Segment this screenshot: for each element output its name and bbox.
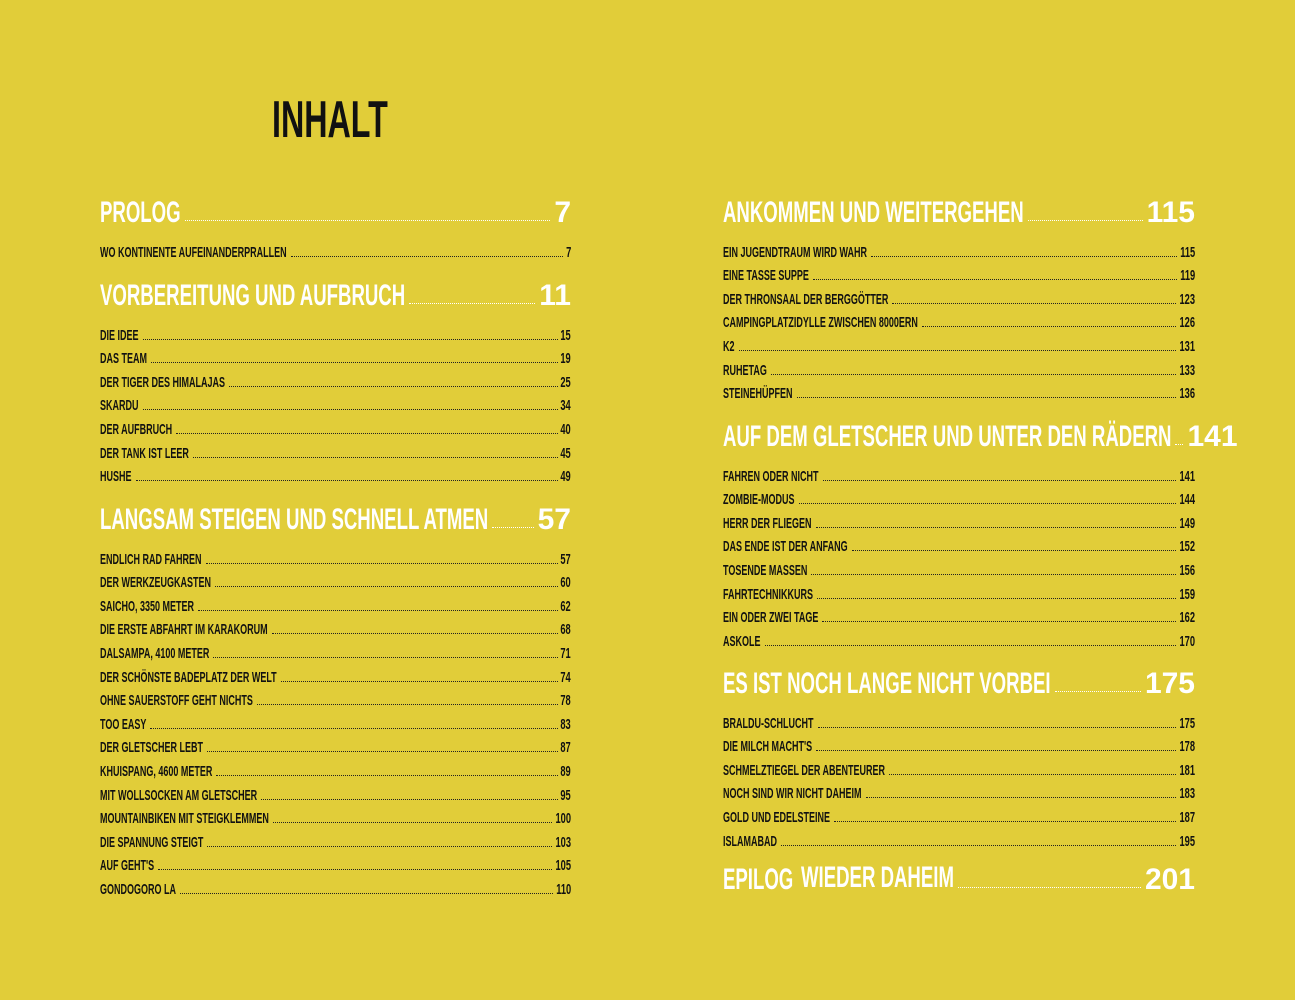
dot-leader <box>193 457 558 458</box>
entry-title: DIE SPANNUNG STEIGT <box>100 833 204 851</box>
dot-leader <box>229 386 558 387</box>
entry-page-number: 83 <box>560 715 571 733</box>
entry-page-number: 95 <box>560 786 571 804</box>
entry-title: DIE ERSTE ABFAHRT IM KARAKORUM <box>100 621 268 639</box>
dot-leader <box>176 433 557 434</box>
entry-title: FAHREN ODER NICHT <box>723 467 819 485</box>
toc-entry[interactable] <box>100 852 571 876</box>
entry-page-number: 162 <box>1179 609 1195 627</box>
toc-entry[interactable] <box>100 545 571 569</box>
entry-title: TOO EASY <box>100 715 147 733</box>
dot-leader <box>871 256 1177 257</box>
dot-leader <box>257 704 558 705</box>
dot-leader <box>813 279 1177 280</box>
dot-leader <box>216 775 557 776</box>
dot-leader <box>797 397 1177 398</box>
entry-list <box>100 545 571 899</box>
toc-section <box>723 196 1195 403</box>
toc-entry[interactable] <box>100 463 571 487</box>
section-heading[interactable] <box>100 503 571 537</box>
entry-page-number: 159 <box>1179 585 1195 603</box>
entry-page-number: 87 <box>560 739 571 757</box>
entry-title: DIE MILCH MACHT'S <box>723 738 813 756</box>
dot-leader <box>922 326 1177 327</box>
toc-entry[interactable] <box>723 580 1195 604</box>
page-title: INHALT <box>272 91 388 149</box>
entry-list <box>723 238 1195 403</box>
section-heading[interactable] <box>723 863 1195 897</box>
dot-leader <box>817 598 1176 599</box>
entry-page-number: 89 <box>560 762 571 780</box>
dot-leader <box>823 480 1177 481</box>
section-page-number: 141 <box>1187 420 1238 453</box>
section-title: LANGSAM STEIGEN UND SCHNELL ATMEN <box>100 503 489 536</box>
toc-entry[interactable] <box>723 533 1195 557</box>
toc-entry[interactable] <box>723 803 1195 827</box>
dot-leader <box>1175 444 1183 445</box>
section-page-number: 175 <box>1144 667 1195 700</box>
toc-entry[interactable] <box>100 828 571 852</box>
toc-entry[interactable] <box>100 616 571 640</box>
dot-leader <box>816 527 1177 528</box>
dot-leader <box>866 797 1177 798</box>
dot-leader <box>492 527 533 528</box>
toc-entry[interactable] <box>100 415 571 439</box>
toc-entry[interactable] <box>723 733 1195 757</box>
section-title: AUF DEM GLETSCHER UND UNTER DEN RÄDERN <box>723 420 1172 453</box>
section-title: VORBEREITUNG UND AUFBRUCH <box>100 279 406 312</box>
entry-title: FAHRTECHNIKKURS <box>723 585 813 603</box>
dot-leader <box>852 550 1177 551</box>
dot-leader <box>180 893 553 894</box>
entry-title: BRALDU-SCHLUCHT <box>723 714 814 732</box>
dot-leader <box>206 563 558 564</box>
toc-section <box>100 196 571 262</box>
toc-entry[interactable] <box>723 332 1195 356</box>
section-page-number: 7 <box>554 196 571 229</box>
toc-entry[interactable] <box>723 380 1195 404</box>
entry-title: MIT WOLLSOCKEN AM GLETSCHER <box>100 786 258 804</box>
entry-page-number: 25 <box>560 373 571 391</box>
entry-title: MOUNTAINBIKEN MIT STEIGKLEMMEN <box>100 810 269 828</box>
entry-title: DER GLETSCHER LEBT <box>100 739 204 757</box>
dot-leader <box>1028 220 1143 221</box>
entry-page-number: 71 <box>560 644 571 662</box>
toc-entry[interactable] <box>723 262 1195 286</box>
entry-page-number: 68 <box>560 621 571 639</box>
dot-leader <box>889 774 1176 775</box>
entry-page-number: 78 <box>560 692 571 710</box>
dot-leader <box>213 657 557 658</box>
entry-page-number: 19 <box>560 350 571 368</box>
section-page-number: 115 <box>1146 196 1195 229</box>
toc-entry[interactable] <box>723 309 1195 333</box>
dot-leader <box>765 645 1177 646</box>
dot-leader <box>198 610 558 611</box>
toc-entry[interactable] <box>100 757 571 781</box>
entry-page-number: 133 <box>1179 361 1195 379</box>
toc-section <box>100 503 571 899</box>
entry-page-number: 100 <box>555 810 571 828</box>
entry-list <box>100 238 571 262</box>
entry-page-number: 103 <box>555 833 571 851</box>
dot-leader <box>958 887 1141 888</box>
dot-leader <box>291 256 563 257</box>
toc-entry[interactable] <box>100 710 571 734</box>
toc-entry[interactable] <box>723 604 1195 628</box>
entry-list <box>723 462 1195 651</box>
entry-page-number: 195 <box>1179 832 1195 850</box>
dot-leader <box>273 822 553 823</box>
dot-leader <box>136 480 558 481</box>
dot-leader <box>281 681 558 682</box>
entry-page-number: 149 <box>1179 514 1195 532</box>
toc-entry[interactable] <box>100 663 571 687</box>
entry-title: DER AUFBRUCH <box>100 420 173 438</box>
toc-entry[interactable] <box>100 345 571 369</box>
toc-entry[interactable] <box>723 827 1195 851</box>
entry-page-number: 49 <box>560 468 571 486</box>
section-title: EPILOG <box>723 863 794 896</box>
dot-leader <box>150 728 557 729</box>
toc-section <box>723 420 1238 651</box>
entry-page-number: 156 <box>1179 561 1195 579</box>
entry-title: GOLD UND EDELSTEINE <box>723 808 831 826</box>
toc-entry[interactable] <box>723 709 1195 733</box>
entry-title: ENDLICH RAD FAHREN <box>100 550 202 568</box>
entry-title: CAMPINGPLATZIDYLLE ZWISCHEN 8000ERN <box>723 314 918 332</box>
entry-page-number: 45 <box>560 444 571 462</box>
entry-page-number: 183 <box>1179 785 1195 803</box>
entry-page-number: 62 <box>560 597 571 615</box>
entry-list <box>723 709 1195 851</box>
toc-entry[interactable] <box>100 639 571 663</box>
dot-leader <box>892 303 1176 304</box>
section-title: PROLOG <box>100 196 181 229</box>
section-heading[interactable] <box>723 667 1195 701</box>
toc-entry[interactable] <box>100 805 571 829</box>
dot-leader <box>771 374 1177 375</box>
toc-section <box>100 279 571 486</box>
entry-page-number: 105 <box>555 857 571 875</box>
entry-title: SKARDU <box>100 397 139 415</box>
dot-leader <box>816 750 1176 751</box>
entry-page-number: 115 <box>1179 243 1195 261</box>
section-heading[interactable] <box>723 196 1195 230</box>
entry-page-number: 126 <box>1179 314 1195 332</box>
entry-title: DER WERKZEUGKASTEN <box>100 574 212 592</box>
section-subtitle: WIEDER DAHEIM <box>801 861 955 894</box>
dot-leader <box>151 362 558 363</box>
dot-leader <box>261 799 557 800</box>
dot-leader <box>143 339 558 340</box>
dot-leader <box>185 220 551 221</box>
entry-page-number: 7 <box>565 243 571 261</box>
entry-title: AUF GEHT'S <box>100 857 155 875</box>
toc-entry[interactable] <box>100 321 571 345</box>
entry-title: ASKOLE <box>723 632 761 650</box>
section-title: ES IST NOCH LANGE NICHT VORBEI <box>723 667 1051 700</box>
toc-section <box>723 667 1195 851</box>
entry-page-number: 110 <box>555 880 571 898</box>
toc-entry[interactable] <box>723 509 1195 533</box>
entry-title: SAICHO, 3350 METER <box>100 597 195 615</box>
section-heading[interactable] <box>100 196 571 230</box>
entry-page-number: 15 <box>560 326 571 344</box>
section-title: ANKOMMEN UND WEITERGEHEN <box>723 196 1024 229</box>
section-page-number: 57 <box>537 503 571 536</box>
entry-page-number: 136 <box>1179 385 1195 403</box>
entry-page-number: 178 <box>1179 738 1195 756</box>
toc-entry[interactable] <box>100 734 571 758</box>
entry-page-number: 40 <box>560 420 571 438</box>
dot-leader <box>811 574 1176 575</box>
entry-title: ZOMBIE-MODUS <box>723 491 795 509</box>
entry-page-number: 57 <box>560 550 571 568</box>
section-heading[interactable] <box>100 279 571 313</box>
toc-entry[interactable] <box>723 627 1195 651</box>
toc-entry[interactable] <box>723 356 1195 380</box>
dot-leader <box>207 846 552 847</box>
dot-leader <box>207 751 558 752</box>
toc-entry[interactable] <box>100 238 571 262</box>
toc-entry[interactable] <box>723 780 1195 804</box>
dot-leader <box>215 586 558 587</box>
toc-entry[interactable] <box>100 687 571 711</box>
entry-page-number: 175 <box>1179 714 1195 732</box>
dot-leader <box>1055 691 1141 692</box>
entry-title: DER TANK IST LEER <box>100 444 189 462</box>
toc-entry[interactable] <box>100 592 571 616</box>
entry-title: EINE TASSE SUPPE <box>723 267 809 285</box>
dot-leader <box>158 869 552 870</box>
dot-leader <box>739 350 1177 351</box>
dot-leader <box>143 409 558 410</box>
entry-page-number: 123 <box>1179 290 1195 308</box>
entry-title: DER TIGER DES HIMALAJAS <box>100 373 226 391</box>
toc-entry[interactable] <box>723 285 1195 309</box>
entry-list <box>100 321 571 486</box>
entry-title: TOSENDE MASSEN <box>723 561 808 579</box>
entry-page-number: 170 <box>1179 632 1195 650</box>
dot-leader <box>272 633 558 634</box>
dot-leader <box>409 303 535 304</box>
section-heading[interactable] <box>723 420 1238 454</box>
entry-title: DIE IDEE <box>100 326 139 344</box>
entry-page-number: 34 <box>560 397 571 415</box>
toc-entry[interactable] <box>723 238 1195 262</box>
entry-page-number: 131 <box>1179 337 1195 355</box>
entry-title: GONDOGORO LA <box>100 880 177 898</box>
entry-title: DALSAMPA, 4100 METER <box>100 644 210 662</box>
entry-title: SCHMELZTIEGEL DER ABENTEURER <box>723 761 886 779</box>
entry-page-number: 119 <box>1179 267 1195 285</box>
toc-entry[interactable] <box>100 439 571 463</box>
toc-entry[interactable] <box>100 781 571 805</box>
entry-title: DAS ENDE IST DER ANFANG <box>723 538 848 556</box>
toc-entry[interactable] <box>100 368 571 392</box>
entry-page-number: 74 <box>560 668 571 686</box>
entry-title: NOCH SIND WIR NICHT DAHEIM <box>723 785 862 803</box>
entry-page-number: 181 <box>1179 761 1195 779</box>
entry-title: KHUISPANG, 4600 METER <box>100 762 213 780</box>
entry-page-number: 144 <box>1179 491 1195 509</box>
toc-entry[interactable] <box>100 875 571 899</box>
entry-title: STEINEHÜPFEN <box>723 385 793 403</box>
entry-page-number: 141 <box>1179 467 1195 485</box>
toc-entry[interactable] <box>723 486 1195 510</box>
toc-section <box>723 863 1195 897</box>
entry-title: WO KONTINENTE AUFEINANDERPRALLEN <box>100 243 287 261</box>
entry-title: EIN JUGENDTRAUM WIRD WAHR <box>723 243 867 261</box>
entry-page-number: 60 <box>560 574 571 592</box>
entry-page-number: 152 <box>1179 538 1195 556</box>
section-page-number: 11 <box>539 279 571 312</box>
entry-title: K2 <box>723 337 735 355</box>
dot-leader <box>818 727 1177 728</box>
toc-entry[interactable] <box>723 756 1195 780</box>
dot-leader <box>822 621 1176 622</box>
entry-title: DER THRONSAAL DER BERGGÖTTER <box>723 290 889 308</box>
toc-entry[interactable] <box>100 392 571 416</box>
toc-entry[interactable] <box>723 556 1195 580</box>
entry-title: DAS TEAM <box>100 350 148 368</box>
entry-title: EIN ODER ZWEI TAGE <box>723 609 819 627</box>
entry-title: ISLAMABAD <box>723 832 777 850</box>
dot-leader <box>781 845 1176 846</box>
entry-page-number: 187 <box>1179 808 1195 826</box>
section-page-number: 201 <box>1144 863 1195 896</box>
dot-leader <box>799 503 1177 504</box>
toc-entry[interactable] <box>100 569 571 593</box>
entry-title: OHNE SAUERSTOFF GEHT NICHTS <box>100 692 253 710</box>
toc-entry[interactable] <box>723 462 1195 486</box>
entry-title: RUHETAG <box>723 361 767 379</box>
entry-title: DER SCHÖNSTE BADEPLATZ DER WELT <box>100 668 277 686</box>
entry-title: HUSHE <box>100 468 132 486</box>
dot-leader <box>834 821 1176 822</box>
entry-title: HERR DER FLIEGEN <box>723 514 812 532</box>
